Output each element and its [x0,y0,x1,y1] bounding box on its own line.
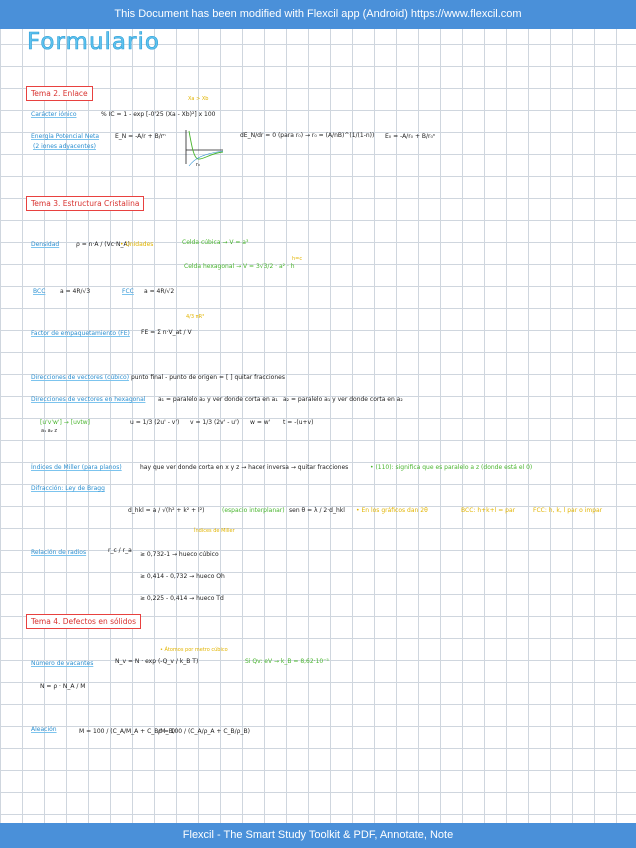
dir-cubico-text: punto final - punto de origen = [ ] quitar fracciones [131,374,285,381]
caracter-formula: % IC = 1 - exp [-0'25 (Xa - Xb)²] x 100 [101,111,216,118]
celda-cubica: Celda cúbica → V = a³ [182,239,249,246]
e0-formula: E₀ = -A/r₀ + B/r₀ⁿ [385,133,436,140]
u-formula: u = 1/3 (2u' - v') [130,419,180,426]
bragg-note2: Índices de Miller [194,528,235,534]
tema3-heading: Tema 3. Estructura Cristalina [26,196,144,211]
m-formula: M = 100 / (C_A/M_A + C_B/M_B) [79,728,176,735]
rho-formula: ρ = 100 / (C_A/ρ_A + C_B/ρ_B) [158,728,250,735]
caracter-label: Carácter iónico [31,111,77,118]
vacantes-label: Número de vacantes [31,660,94,667]
fcc-label: FCC [122,288,134,295]
densidad-formula: ρ = n·A / (Vc·N_A) [76,241,130,248]
bragg-note3: • En los gráficos dan 2θ [356,507,428,514]
densidad-label: Densidad [31,241,60,248]
dir-hex-label: Direcciones de vectores en hexagonal [31,396,146,403]
bcc-label: BCC [33,288,46,295]
si-note: Si Qv: eV → k_B = 8,62·10⁻⁵ [245,658,329,665]
radio-oh: ≥ 0,414 - 0,732 → hueco Oh [140,573,225,580]
celda-hex-note: h=c [292,256,303,262]
miller-note: • (110): significa que es paralelo a z (donde está el 0) [370,464,533,471]
dir-cubico-label: Direcciones de vectores (cúbico) [31,374,130,381]
dir-hex-a1: a₁ = paralelo a₂ y ver donde corta en a₁ [158,396,278,403]
graph-r0-label: r₀ [196,162,201,168]
bragg-formula: d_hkl = a / √(h² + k² + l²) [128,507,205,514]
densidad-note: • Unidades [120,241,154,248]
t-formula: t = -(u+v) [283,419,314,426]
uvw-label: [u'v'w'] → [uvtw] [40,419,91,426]
energia-sub: (2 iones adyacentes) [33,143,96,150]
v-formula: v = 1/3 (2v' - u') [190,419,240,426]
deriv-formula: dE_N/dr = 0 (para r₀) → r₀ = (A/nB)^(1/(1-n)) [240,132,375,139]
bcc-formula: a = 4R/√3 [60,288,91,295]
radios-label: Relación de radios [31,549,87,556]
vacantes-note: • Átomos por metro cúbico [160,647,228,653]
radio-cubico: ≥ 0,732-1 → hueco cúbico [140,551,219,558]
vacantes-formula: N_v = N · exp (-Q_v / k_B T) [115,658,199,665]
tema2-heading: Tema 2. Enlace [26,86,93,101]
energia-label: Energía Potencial Neta [31,133,100,140]
miller-text: hay que ver donde corta en x y z → hacer inversa → quitar fracciones [140,464,349,471]
miller-label: Índices de Miller (para planos) [31,464,122,471]
celda-hex: Celda hexagonal → V = 3√3/2 · a² · h [184,263,295,270]
energy-graph [183,128,225,170]
bcc-rule: BCC: h+k+l = par [461,507,516,514]
radio-td: ≥ 0,225 - 0,414 → hueco Td [140,595,224,602]
bottom-banner: Flexcil - The Smart Study Toolkit & PDF, Annotate, Note [0,823,636,848]
top-banner: This Document has been modified with Flexcil app (Android) https://www.flexcil.com [0,0,636,29]
w-formula: w = w' [250,419,271,426]
aleacion-label: Aleación [31,726,57,733]
dir-hex-a2: a₂ = paralelo a₁ y ver donde corta en a₂ [283,396,403,403]
n-formula: N = ρ · N_A / M [40,683,86,690]
page-title: Formulario [27,29,160,55]
fcc-formula: a = 4R/√2 [144,288,175,295]
fe-formula: FE = Σ n·V_at / V [141,329,192,336]
radios-ratio: r_c / r_a [108,547,132,554]
bragg-note: (espacio interplanar) [222,507,285,514]
en-formula: E_N = -A/r + B/rⁿ [115,133,166,140]
tema4-heading: Tema 4. Defectos en sólidos [26,614,141,629]
caracter-note: Xa > Xb [188,96,209,102]
fcc-rule: FCC: h, k, l par o impar [533,507,603,514]
uvw-sub: a₁ a₂ z [41,428,57,434]
fe-label: Factor de empaquetamiento (FE) [31,330,130,337]
sen-formula: sen θ = λ / 2·d_hkl [289,507,345,514]
bragg-label: Difracción: Ley de Bragg [31,485,105,492]
fe-note: 4/3 πR³ [186,314,205,320]
